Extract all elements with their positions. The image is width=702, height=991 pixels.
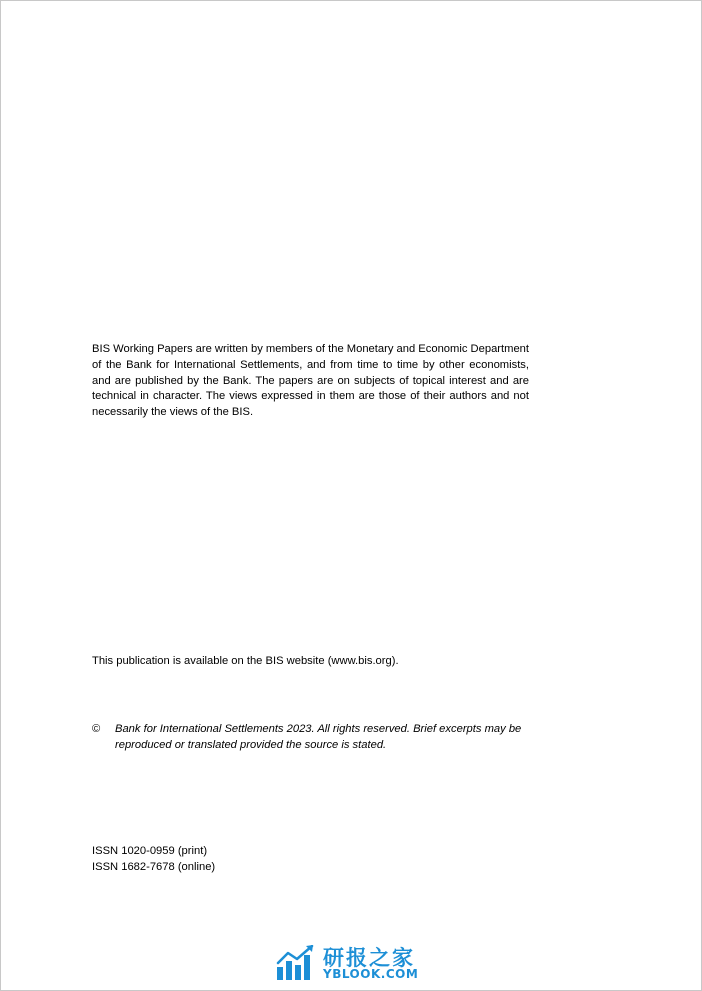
bar-chart-icon <box>276 945 316 981</box>
watermark-domain: YBLOOK.COM <box>323 967 419 981</box>
copyright-notice <box>92 722 529 754</box>
issn-print: ISSN 1020-0959 (print) <box>92 845 208 857</box>
intro-paragraph: BIS Working Papers are written by members of the Monetary and Economic Department of the Bank for International Settlements, and from time to time by other economists, and are published by the Bank. The papers are on subjects of topical interest and are technical in character. The views expressed in them are those of their authors and not necessarily the views of the BIS. <box>92 343 529 419</box>
watermark-title: 研报之家 <box>323 946 415 970</box>
availability-notice: This publication is available on the BIS website (www.bis.org). <box>92 655 399 667</box>
watermark-logo <box>276 942 436 984</box>
copyright-symbol: © <box>92 723 101 735</box>
issn-block <box>92 844 529 876</box>
copyright-text: Bank for International Settlements 2023. All rights reserved. Brief excerpts may be reproduced or translated provided the source is stated. <box>115 723 522 751</box>
issn-online: ISSN 1682-7678 (online) <box>92 860 216 873</box>
